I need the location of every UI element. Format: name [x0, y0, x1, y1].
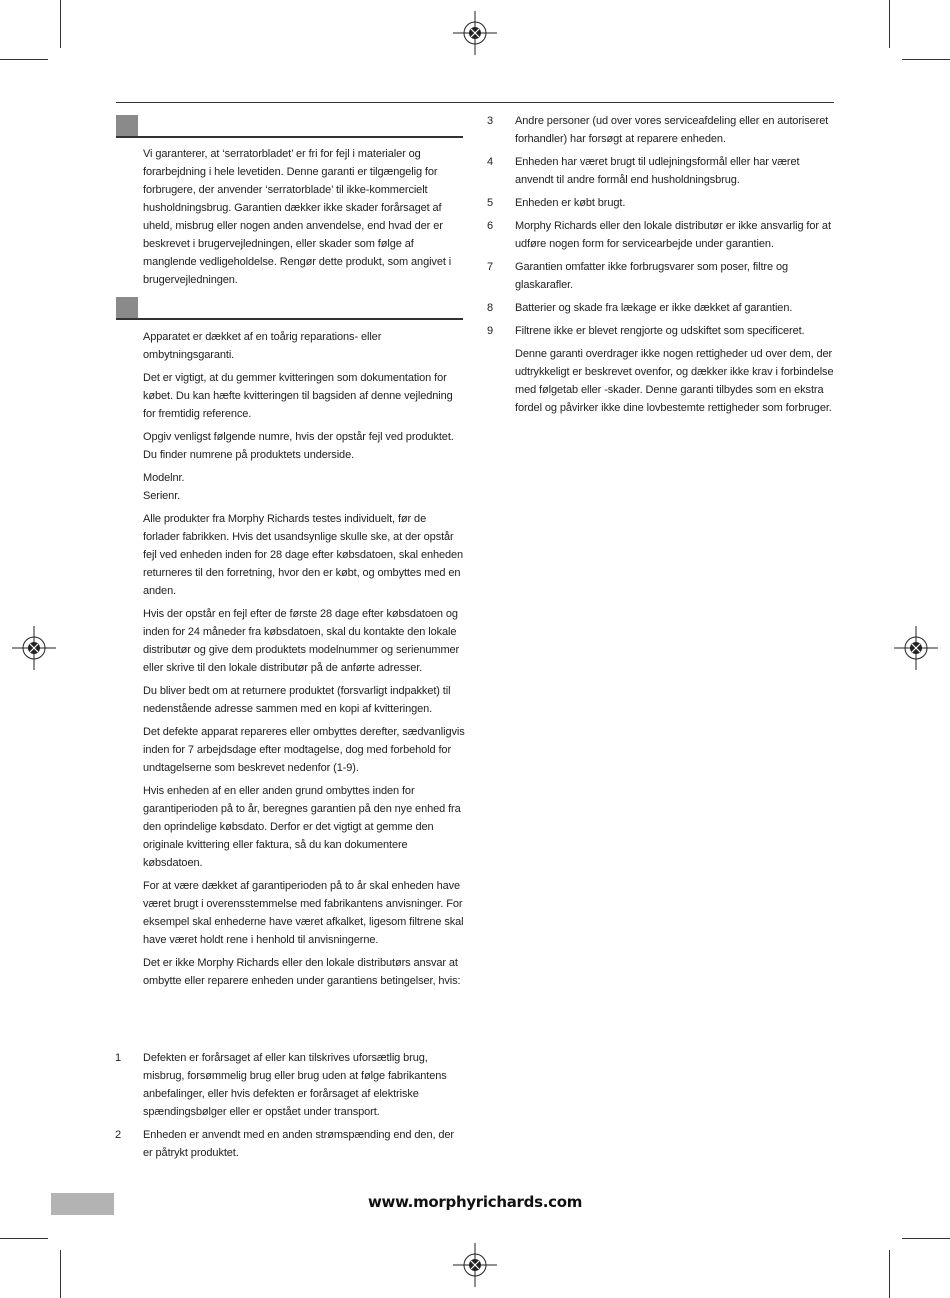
conditions-list-right — [487, 112, 834, 422]
paragraph: Vi garanterer, at ‘serratorbladet’ er fri for fejl i materialer og forarbejdning i hele levetiden. Denne garanti er tilgængelig for forbrugere, der anvender ‘serratorblade’ til ikke-kommercielt husholdningsbrug. Garantien dækker ikke skader forårsaget af uheld, misbrug eller nogen anden anvendelse, end hvad der er beskrevet i brugervejledningen, eller skader som følge af manglende vedligeholdelse. Rengør dette produkt, som angivet i brugervejledningen. — [143, 148, 452, 286]
paragraph: Det er vigtigt, at du gemmer kvitteringen som dokumentation for købet. Du kan hæfte kvitteringen til bagsiden af denne vejledning for fremtidig reference. — [143, 372, 453, 420]
closing-text: Denne garanti overdrager ikke nogen rettigheder ud over dem, der udtrykkeligt er beskrevet ovenfor, og dækker ikke krav i forbindelse med følgetab eller -skader. Denne garanti tilbydes som en ekstra fordel og påvirker ikke dine lovbestemte rettigheder som forbruger. — [515, 348, 834, 414]
list-text: Garantien omfatter ikke forbrugsvarer som poser, filtre og glaskarafler. — [515, 261, 788, 291]
serial-number-label: Serienr. — [143, 490, 181, 502]
top-rule — [116, 102, 834, 103]
registration-mark-icon — [453, 1243, 497, 1287]
paragraph: For at være dækket af garantiperioden på to år skal enheden have været brugt i overensstemmelse med fabrikantens anvisninger. For eksempel skal enhederne have været afkalket, ligesom filtrene skal have været holdt rene i henhold til anvisningerne. — [143, 880, 464, 946]
list-text: Batterier og skade fra lækage er ikke dækket af garantien. — [515, 302, 793, 314]
crop-mark — [0, 59, 48, 60]
paragraph: Alle produkter fra Morphy Richards testes individuelt, før de forlader fabrikken. Hvis det usandsynlige skulle ske, at der opstår fejl ved enheden inden for 28 dage efter købsdatoen, skal enheden returneres til den forretning, hvor den er købt, og ombyttes med en anden. — [143, 513, 464, 597]
crop-mark — [60, 0, 61, 48]
crop-mark — [902, 59, 950, 60]
paragraph: Det er ikke Morphy Richards eller den lokale distributørs ansvar at ombytte eller reparere enheden under garantiens betingelser, hvis: — [143, 957, 461, 987]
list-number: 7 — [487, 261, 494, 273]
paragraph: Hvis enheden af en eller anden grund ombyttes inden for garantiperioden på to år, beregnes garantien på den nye enhed fra den oprindelige købsdato. Derfor er det vigtigt at gemme den originale kvittering eller faktura, så du kan dokumentere købsdatoen. — [143, 785, 461, 869]
list-number: 5 — [487, 197, 494, 209]
list-item — [487, 258, 834, 294]
paragraph: Opgiv venligst følgende numre, hvis der opstår fejl ved produktet. Du finder numrene på produktets underside. — [143, 431, 454, 461]
list-text: Enheden er anvendt med en anden strømspænding end den, der er påtrykt produktet. — [143, 1129, 454, 1159]
crop-mark — [902, 1238, 950, 1239]
list-text: Enheden er købt brugt. — [515, 197, 626, 209]
crop-mark — [889, 0, 890, 48]
list-text: Morphy Richards eller den lokale distributør er ikke ansvarlig for at udføre nogen form for servicearbejde under garantien. — [515, 220, 831, 250]
section-header-1 — [116, 115, 463, 138]
list-number: 4 — [487, 156, 494, 168]
list-text: Andre personer (ud over vores serviceafdeling eller en autoriseret forhandler) har forsøgt at reparere enheden. — [515, 115, 829, 145]
list-item — [487, 217, 834, 253]
footer-url[interactable]: www.morphyrichards.com — [367, 1193, 583, 1211]
paragraph — [143, 469, 465, 505]
list-text: Enheden har været brugt til udlejningsformål eller har været anvendt til andre formål end husholdningsbrug. — [515, 156, 800, 186]
crop-mark — [889, 1250, 890, 1298]
registration-mark-icon — [453, 11, 497, 55]
registration-mark-icon — [894, 626, 938, 670]
list-item — [115, 1049, 465, 1121]
section-1-body — [143, 145, 465, 294]
paragraph: Apparatet er dækket af en toårig reparations- eller ombytningsgaranti. — [143, 331, 382, 361]
section-marker — [116, 297, 138, 318]
registration-mark-icon — [12, 626, 56, 670]
list-item — [487, 112, 834, 148]
list-number: 8 — [487, 302, 494, 314]
list-number: 6 — [487, 220, 494, 232]
page-number-bar — [51, 1193, 114, 1215]
list-text: Filtrene ikke er blevet rengjorte og udskiftet som specificeret. — [515, 325, 805, 337]
list-item — [487, 194, 834, 212]
model-number-label: Modelnr. — [143, 472, 185, 484]
crop-mark — [0, 1238, 48, 1239]
closing-paragraph — [487, 345, 834, 417]
paragraph: Det defekte apparat repareres eller ombyttes derefter, sædvanligvis inden for 7 arbejdsdage efter modtagelse, dog med forbehold for undtagelserne som beskrevet nedenfor (1-9). — [143, 726, 465, 774]
list-item — [487, 299, 834, 317]
list-item — [487, 322, 834, 340]
list-number: 9 — [487, 325, 494, 337]
list-number: 1 — [115, 1052, 122, 1064]
list-text: Defekten er forårsaget af eller kan tilskrives uforsætlig brug, misbrug, forsømmelig brug eller brug uden at følge fabrikantens anbefalinger, eller hvis defekten er forårsaget af elektriske spændingsbølger eller er opstået under transport. — [143, 1052, 447, 1118]
list-item — [487, 153, 834, 189]
paragraph: Du bliver bedt om at returnere produktet (forsvarligt indpakket) til nedenstående adresse sammen med en kopi af kvitteringen. — [143, 685, 451, 715]
section-2-body — [143, 328, 465, 995]
list-number: 2 — [115, 1129, 122, 1141]
crop-mark — [60, 1250, 61, 1298]
section-marker — [116, 115, 138, 136]
list-number: 3 — [487, 115, 494, 127]
conditions-list-left — [115, 1049, 465, 1167]
paragraph: Hvis der opstår en fejl efter de første 28 dage efter købsdatoen og inden for 24 måneder fra købsdatoen, skal du kontakte den lokale distributør og give dem produktets modelnummer og serienummer eller skrive til den lokale distributør på de anførte adresser. — [143, 608, 460, 674]
section-header-2 — [116, 297, 463, 320]
list-item — [115, 1126, 465, 1162]
